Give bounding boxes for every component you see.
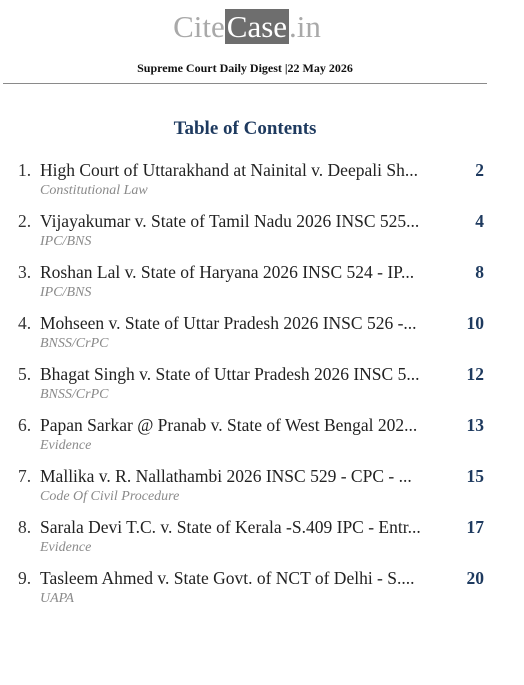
toc-item-page[interactable]: 4: [475, 211, 484, 231]
toc-item-link[interactable]: Mohseen v. State of Uttar Pradesh 2026 INSC 526 -...: [40, 313, 417, 333]
toc-item-number: 5.: [18, 364, 32, 384]
toc-item-link[interactable]: High Court of Uttarakhand at Nainital v. Deepali Sh...: [40, 160, 418, 180]
toc-item-category: BNSS/CrPC: [40, 387, 109, 402]
toc-item-category: IPC/BNS: [40, 234, 92, 249]
toc-item: [18, 312, 484, 363]
toc-item-page[interactable]: 17: [466, 517, 484, 537]
toc-heading: Table of Contents: [173, 118, 317, 139]
toc-item-link[interactable]: Sarala Devi T.C. v. State of Kerala -S.409 IPC - Entr...: [40, 517, 421, 537]
toc-item: [18, 210, 484, 261]
toc-item-number: 4.: [18, 313, 32, 333]
toc-item: [18, 567, 484, 618]
toc-item-link[interactable]: Bhagat Singh v. State of Uttar Pradesh 2026 INSC 5...: [40, 364, 420, 384]
toc-item: [18, 261, 484, 312]
toc-item: [18, 414, 484, 465]
toc-item-number: 6.: [18, 415, 32, 435]
toc-item-page[interactable]: 10: [466, 313, 484, 333]
toc-list: [18, 159, 484, 618]
toc-item-page[interactable]: 20: [466, 568, 484, 588]
toc-item-category: UAPA: [40, 591, 74, 606]
header-divider: [3, 83, 487, 84]
toc-item-link[interactable]: Papan Sarkar @ Pranab v. State of West Bengal 202...: [40, 415, 418, 435]
toc-item-link[interactable]: Tasleem Ahmed v. State Govt. of NCT of Delhi - S....: [40, 568, 415, 588]
toc-item-page[interactable]: 2: [475, 160, 484, 180]
toc-item: [18, 159, 484, 210]
toc-item-page[interactable]: 12: [466, 364, 484, 384]
toc-item-number: 8.: [18, 517, 32, 537]
toc-item-page[interactable]: 13: [466, 415, 484, 435]
toc-item-number: 1.: [18, 160, 32, 180]
toc-item-number: 2.: [18, 211, 32, 231]
logo-part-case: Case: [226, 9, 288, 44]
toc-item-category: IPC/BNS: [40, 285, 92, 300]
toc-item-number: 7.: [18, 466, 32, 486]
toc-item-link[interactable]: Mallika v. R. Nallathambi 2026 INSC 529 - CPC - ...: [40, 466, 412, 486]
toc-item-page[interactable]: 15: [466, 466, 484, 486]
site-logo: [0, 9, 494, 45]
toc-item-link[interactable]: Roshan Lal v. State of Haryana 2026 INSC 524 - IP...: [40, 262, 415, 282]
toc-item-category: Constitutional Law: [40, 183, 148, 198]
digest-subtitle: Supreme Court Daily Digest |22 May 2026: [137, 61, 353, 75]
toc-item: [18, 363, 484, 414]
toc-item-number: 3.: [18, 262, 32, 282]
logo-part-cite: Cite: [173, 9, 225, 44]
toc-item-category: Evidence: [40, 438, 92, 453]
toc-item-category: Code Of Civil Procedure: [40, 489, 180, 504]
toc-item-link[interactable]: Vijayakumar v. State of Tamil Nadu 2026 INSC 525...: [40, 211, 420, 231]
toc-item: [18, 465, 484, 516]
toc-item: [18, 516, 484, 567]
toc-item-category: Evidence: [40, 540, 92, 555]
toc-item-number: 9.: [18, 568, 32, 588]
toc-item-page[interactable]: 8: [475, 262, 484, 282]
logo-part-domain: .in: [289, 9, 321, 44]
toc-item-category: BNSS/CrPC: [40, 336, 109, 351]
